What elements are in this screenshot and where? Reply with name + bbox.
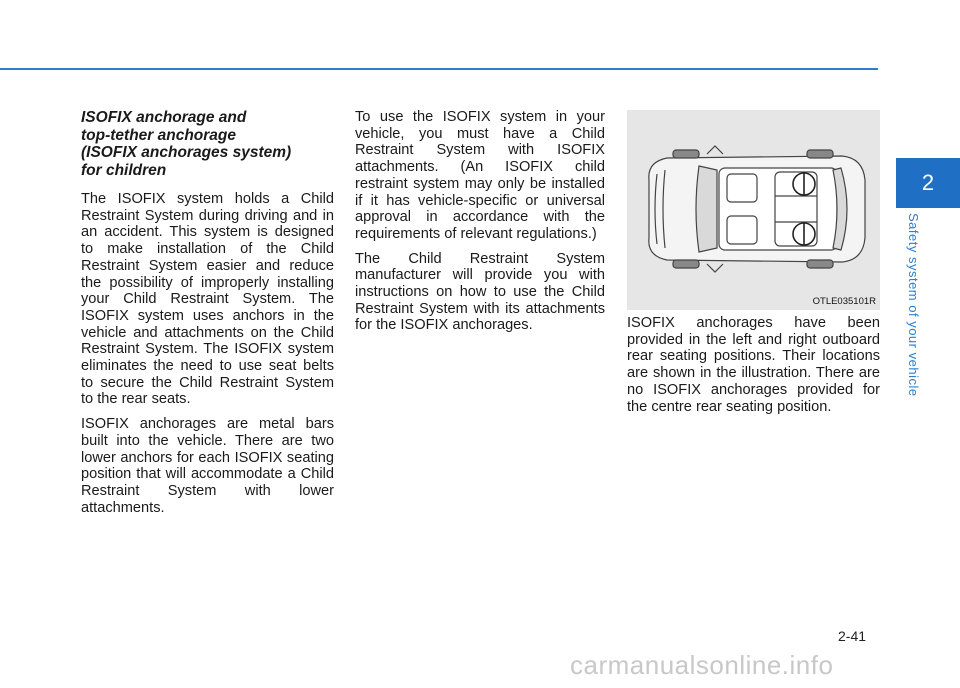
page-number: 2-41: [838, 628, 867, 644]
section-heading: [81, 109, 334, 179]
paragraph: The Child Restraint System manufacturer will provide you with instructions on how to use the Child Restraint System with its attachments for the ISOFIX anchorages.: [355, 250, 605, 334]
heading-line: top-tether anchorage: [81, 126, 237, 144]
figure-caption: OTLE035101R: [812, 296, 876, 307]
chapter-side-title: [906, 213, 928, 403]
paragraph: The ISOFIX system holds a Child Restraint System during driving and in an accident. This system is designed to make installation of the Child Restraint System easier and reduce the possibility of improperly installing your Child Restraint System. The ISOFIX system uses anchors in the vehicle and attachments on the Child Restraint System. The ISOFIX system eliminates the need to use seat belts to secure the Child Restraint System to the rear seats.: [81, 191, 334, 408]
paragraph: ISOFIX anchorages have been provided in the left and right outboard rear seating positions. Their locations are shown in the illustration. There are no ISOFIX anchorages provided for the centre rear seating position.: [627, 315, 880, 415]
car-top-view-diagram: [627, 110, 880, 310]
heading-line: (ISOFIX anchorages system): [81, 144, 292, 161]
column-1: [81, 109, 334, 524]
header-rule: [0, 68, 878, 70]
heading-line: for children: [81, 161, 167, 179]
isofix-illustration: [627, 110, 880, 310]
chapter-number: 2: [921, 170, 935, 195]
column-2: [355, 109, 605, 342]
watermark-text: carmanualsonline.info: [570, 650, 834, 680]
heading-line: ISOFIX anchorage and: [81, 109, 247, 126]
paragraph: To use the ISOFIX system in your vehicle, you must have a Child Restraint System with ISOFIX attachments. (An ISOFIX child restraint system may only be installed if it has vehicle-specific or universal approval in accordance with the requirements of relevant regulations.): [355, 109, 605, 242]
column-3: [627, 315, 880, 423]
paragraph: ISOFIX anchorages are metal bars built into the vehicle. There are two lower anchors for each ISOFIX seating position that will accommodate a Child Restraint System with lower attachments.: [81, 416, 334, 516]
chapter-title: Safety system of your vehicle: [906, 213, 921, 397]
chapter-tab: [896, 158, 960, 208]
